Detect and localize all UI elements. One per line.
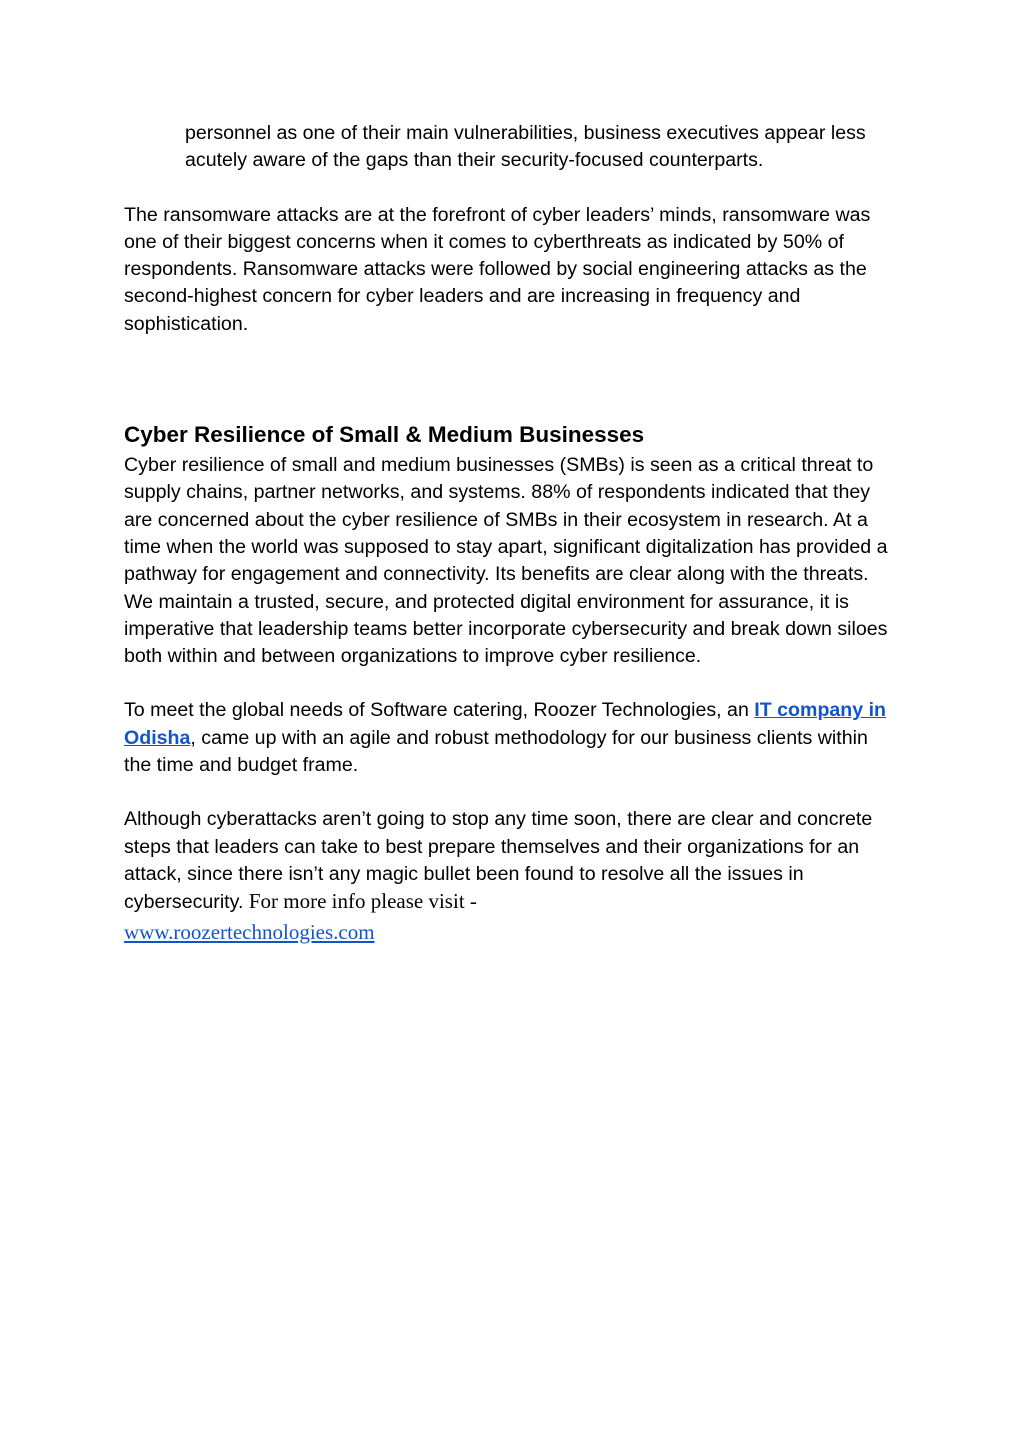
ransomware-paragraph: The ransomware attacks are at the forefront of cyber leaders’ minds, ransomware was one of their biggest concerns when it comes to cyberthreats as indicated by 50% of respondents. Ransomware attacks were followed by social engineering attacks as the second-highest concern for cyber leaders and are increasing in frequency and sophistication.: [124, 203, 871, 335]
continued-list-text: personnel as one of their main vulnerabilities, business executives appear less acutely aware of the gaps than their security-focused counterparts.: [185, 122, 866, 172]
section-heading-smb: Cyber Resilience of Small & Medium Businesses: [124, 422, 645, 448]
website-link[interactable]: www.roozertechnologies.com: [124, 919, 375, 944]
closing-paragraph: [124, 806, 896, 947]
document-page: [124, 120, 896, 948]
smb-paragraph: Cyber resilience of small and medium businesses (SMBs) is seen as a critical threat to supply chains, partner networks, and systems. 88% of respondents indicated that they are concerned about the cyber resilience of SMBs in their ecosystem in research. At a time when the world was supposed to stay apart, significant digitalization has provided a pathway for engagement and connectivity. Its benefits are clear along with the threats. We maintain a trusted, secure, and protected digital environment for assurance, it is imperative that leadership teams better incorporate cybersecurity and break down siloes both within and between organizations to improve cyber resilience.: [124, 454, 888, 668]
roozer-paragraph: [124, 697, 896, 779]
closing-text: Although cyberattacks aren’t going to stop any time soon, there are clear and concrete steps that leaders can take to best prepare themselves and their organizations for an attack, since there isn’t any magic bullet been found to resolve all the issues in cybersecurity.: [124, 808, 873, 914]
it-company-link[interactable]: IT company in Odisha: [124, 699, 887, 749]
roozer-text-after: , came up with an agile and robust methodology for our business clients within the time and budget frame.: [124, 726, 868, 777]
roozer-text-before: To meet the global needs of Software catering, Roozer Technologies, an: [124, 699, 755, 722]
visit-text: For more info please visit -: [248, 889, 477, 914]
